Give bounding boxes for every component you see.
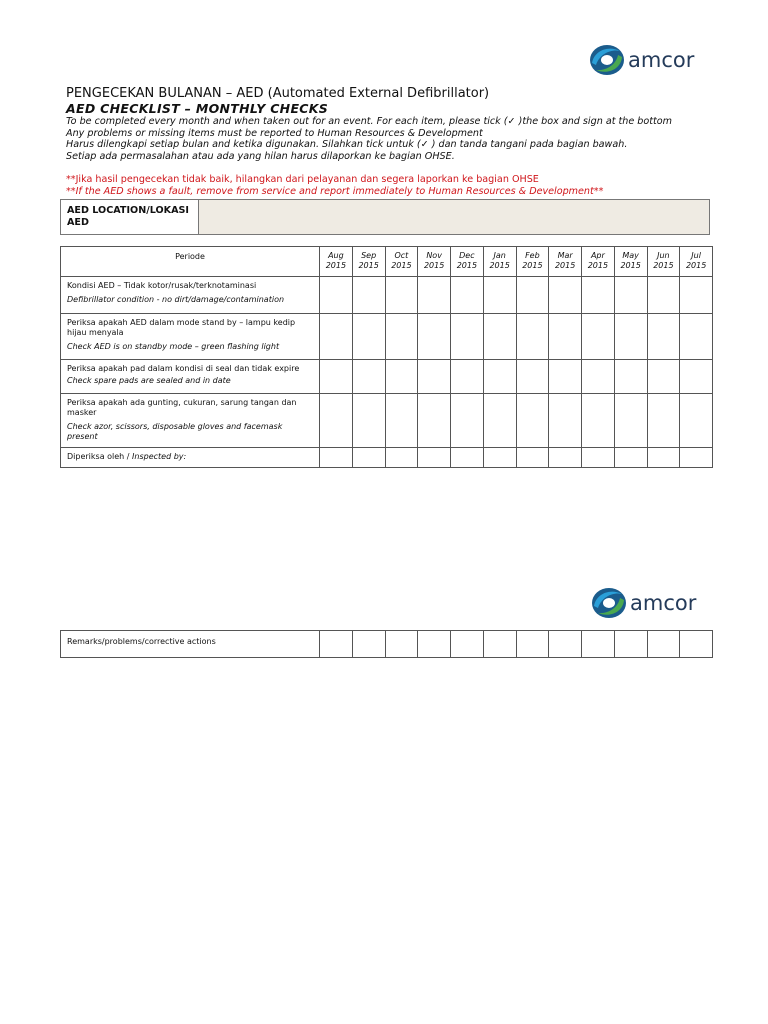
month-header: Jul 2015: [680, 247, 713, 277]
check-cell[interactable]: [352, 277, 385, 314]
month-header: May 2015: [614, 247, 647, 277]
document-header: [66, 86, 726, 198]
aed-location-label: [61, 200, 199, 234]
check-cell[interactable]: [549, 360, 582, 394]
amcor-logo-text: amcor: [630, 591, 697, 615]
check-cell[interactable]: [680, 394, 713, 448]
check-cell[interactable]: [385, 277, 418, 314]
month-header: Dec 2015: [451, 247, 484, 277]
check-item-kit: Periksa apakah ada gunting, cukuran, sarung tangan dan masker Check azor, scissors, disposable gloves and facemask present: [61, 394, 320, 448]
check-cell[interactable]: [385, 394, 418, 448]
check-cell[interactable]: [451, 314, 484, 360]
signature-cell[interactable]: [680, 448, 713, 468]
check-cell[interactable]: [320, 394, 353, 448]
amcor-logo-text: amcor: [628, 48, 695, 72]
page-subtitle: AED CHECKLIST – MONTHLY CHECKS: [66, 101, 329, 116]
check-cell[interactable]: [647, 314, 680, 360]
check-cell[interactable]: [352, 314, 385, 360]
page-title: PENGECEKAN BULANAN – AED (Automated External Defibrillator): [66, 86, 490, 101]
check-cell[interactable]: [385, 314, 418, 360]
month-header: Apr 2015: [582, 247, 615, 277]
check-cell[interactable]: [451, 394, 484, 448]
signature-cell[interactable]: [451, 448, 484, 468]
remarks-cell[interactable]: [385, 631, 418, 658]
remarks-label: Remarks/problems/corrective actions: [61, 631, 320, 658]
remarks-cell[interactable]: [352, 631, 385, 658]
signature-cell[interactable]: [483, 448, 516, 468]
check-cell[interactable]: [582, 277, 615, 314]
remarks-cell[interactable]: [680, 631, 713, 658]
check-cell[interactable]: [418, 277, 451, 314]
check-cell[interactable]: [483, 360, 516, 394]
signature-cell[interactable]: [385, 448, 418, 468]
check-cell[interactable]: [680, 314, 713, 360]
inspected-by-row: [61, 448, 713, 468]
check-cell[interactable]: [647, 277, 680, 314]
check-cell[interactable]: [483, 277, 516, 314]
month-header: Nov 2015: [418, 247, 451, 277]
monthly-checklist-table: [60, 246, 713, 468]
aed-location-box: [60, 199, 710, 235]
signature-cell[interactable]: [549, 448, 582, 468]
signature-cell[interactable]: [516, 448, 549, 468]
check-cell[interactable]: [483, 394, 516, 448]
amcor-logo-page2: [590, 586, 696, 620]
aed-location-label-line2: AED: [67, 217, 89, 228]
signature-cell[interactable]: [582, 448, 615, 468]
instruction-id-1: Harus dilengkapi setiap bulan and ketika digunakan. Silahkan tick untuk (✓ ) dan tanda tangani pada bagian bawah.: [66, 139, 628, 151]
remarks-cell[interactable]: [451, 631, 484, 658]
check-cell[interactable]: [483, 314, 516, 360]
check-cell[interactable]: [614, 277, 647, 314]
remarks-cell[interactable]: [647, 631, 680, 658]
signature-cell[interactable]: [352, 448, 385, 468]
check-cell[interactable]: [451, 360, 484, 394]
check-cell[interactable]: [516, 277, 549, 314]
month-header: Jan 2015: [483, 247, 516, 277]
month-header: Feb 2015: [516, 247, 549, 277]
check-cell[interactable]: [352, 360, 385, 394]
month-header: Sep 2015: [352, 247, 385, 277]
month-header: Jun 2015: [647, 247, 680, 277]
inspected-by-label: Diperiksa oleh / Inspected by:: [61, 448, 320, 468]
table-row: [61, 360, 713, 394]
aed-location-label-line1: AED LOCATION/LOKASI: [67, 205, 189, 216]
signature-cell[interactable]: [614, 448, 647, 468]
table-row: [61, 277, 713, 314]
check-cell[interactable]: [549, 314, 582, 360]
check-cell[interactable]: [418, 314, 451, 360]
month-header: Mar 2015: [549, 247, 582, 277]
check-cell[interactable]: [614, 360, 647, 394]
check-cell[interactable]: [549, 394, 582, 448]
month-header: Aug 2015: [320, 247, 353, 277]
remarks-cell[interactable]: [582, 631, 615, 658]
check-cell[interactable]: [320, 277, 353, 314]
check-cell[interactable]: [582, 394, 615, 448]
table-row: [61, 314, 713, 360]
check-cell[interactable]: [516, 394, 549, 448]
instruction-en-1: To be completed every month and when taken out for an event. For each item, please tick (✓ )the box and sign at the bottom: [66, 116, 673, 127]
remarks-table: [60, 630, 713, 658]
amcor-logo-mark-icon: [590, 586, 628, 620]
signature-cell[interactable]: [320, 448, 353, 468]
aed-location-input[interactable]: [199, 200, 709, 234]
check-item-pads: Periksa apakah pad dalam kondisi di seal dan tidak expire Check spare pads are sealed and in date: [61, 360, 320, 394]
check-cell[interactable]: [418, 394, 451, 448]
check-cell[interactable]: [680, 360, 713, 394]
signature-cell[interactable]: [418, 448, 451, 468]
check-cell[interactable]: [320, 360, 353, 394]
check-cell[interactable]: [680, 277, 713, 314]
check-cell[interactable]: [516, 360, 549, 394]
instruction-en-2: Any problems or missing items must be reported to Human Resources & Development: [66, 127, 483, 139]
check-cell[interactable]: [647, 394, 680, 448]
signature-cell[interactable]: [647, 448, 680, 468]
table-row: [61, 394, 713, 448]
remarks-cell[interactable]: [614, 631, 647, 658]
check-cell[interactable]: [614, 314, 647, 360]
remarks-row: [61, 631, 713, 658]
check-cell[interactable]: [614, 394, 647, 448]
remarks-cell[interactable]: [516, 631, 549, 658]
check-cell[interactable]: [516, 314, 549, 360]
check-cell[interactable]: [418, 360, 451, 394]
check-cell[interactable]: [647, 360, 680, 394]
check-cell[interactable]: [549, 277, 582, 314]
check-cell[interactable]: [352, 394, 385, 448]
check-cell[interactable]: [385, 360, 418, 394]
remarks-cell[interactable]: [320, 631, 353, 658]
warning-id: **Jika hasil pengecekan tidak baik, hilangkan dari pelayanan dan segera laporkan ke bagian OHSE: [66, 174, 539, 186]
check-item-condition: Kondisi AED – Tidak kotor/rusak/terknotaminasi Defibrillator condition - no dirt/damage/contamination: [61, 277, 320, 314]
period-header: Periode: [61, 247, 320, 277]
table-header-row: [61, 247, 713, 277]
instruction-id-2: Setiap ada permasalahan atau ada yang hilan harus dilaporkan ke bagian OHSE.: [66, 150, 455, 162]
warning-en: **If the AED shows a fault, remove from service and report immediately to Human Resources & Development**: [66, 185, 604, 197]
remarks-cell[interactable]: [483, 631, 516, 658]
amcor-logo-mark-icon: [588, 43, 626, 77]
check-cell[interactable]: [320, 314, 353, 360]
check-cell[interactable]: [582, 314, 615, 360]
check-item-standby: Periksa apakah AED dalam mode stand by – lampu kedip hijau menyala Check AED is on standby mode – green flashing light: [61, 314, 320, 360]
amcor-logo: [588, 43, 694, 77]
check-cell[interactable]: [451, 277, 484, 314]
check-cell[interactable]: [582, 360, 615, 394]
remarks-cell[interactable]: [549, 631, 582, 658]
month-header: Oct 2015: [385, 247, 418, 277]
remarks-cell[interactable]: [418, 631, 451, 658]
